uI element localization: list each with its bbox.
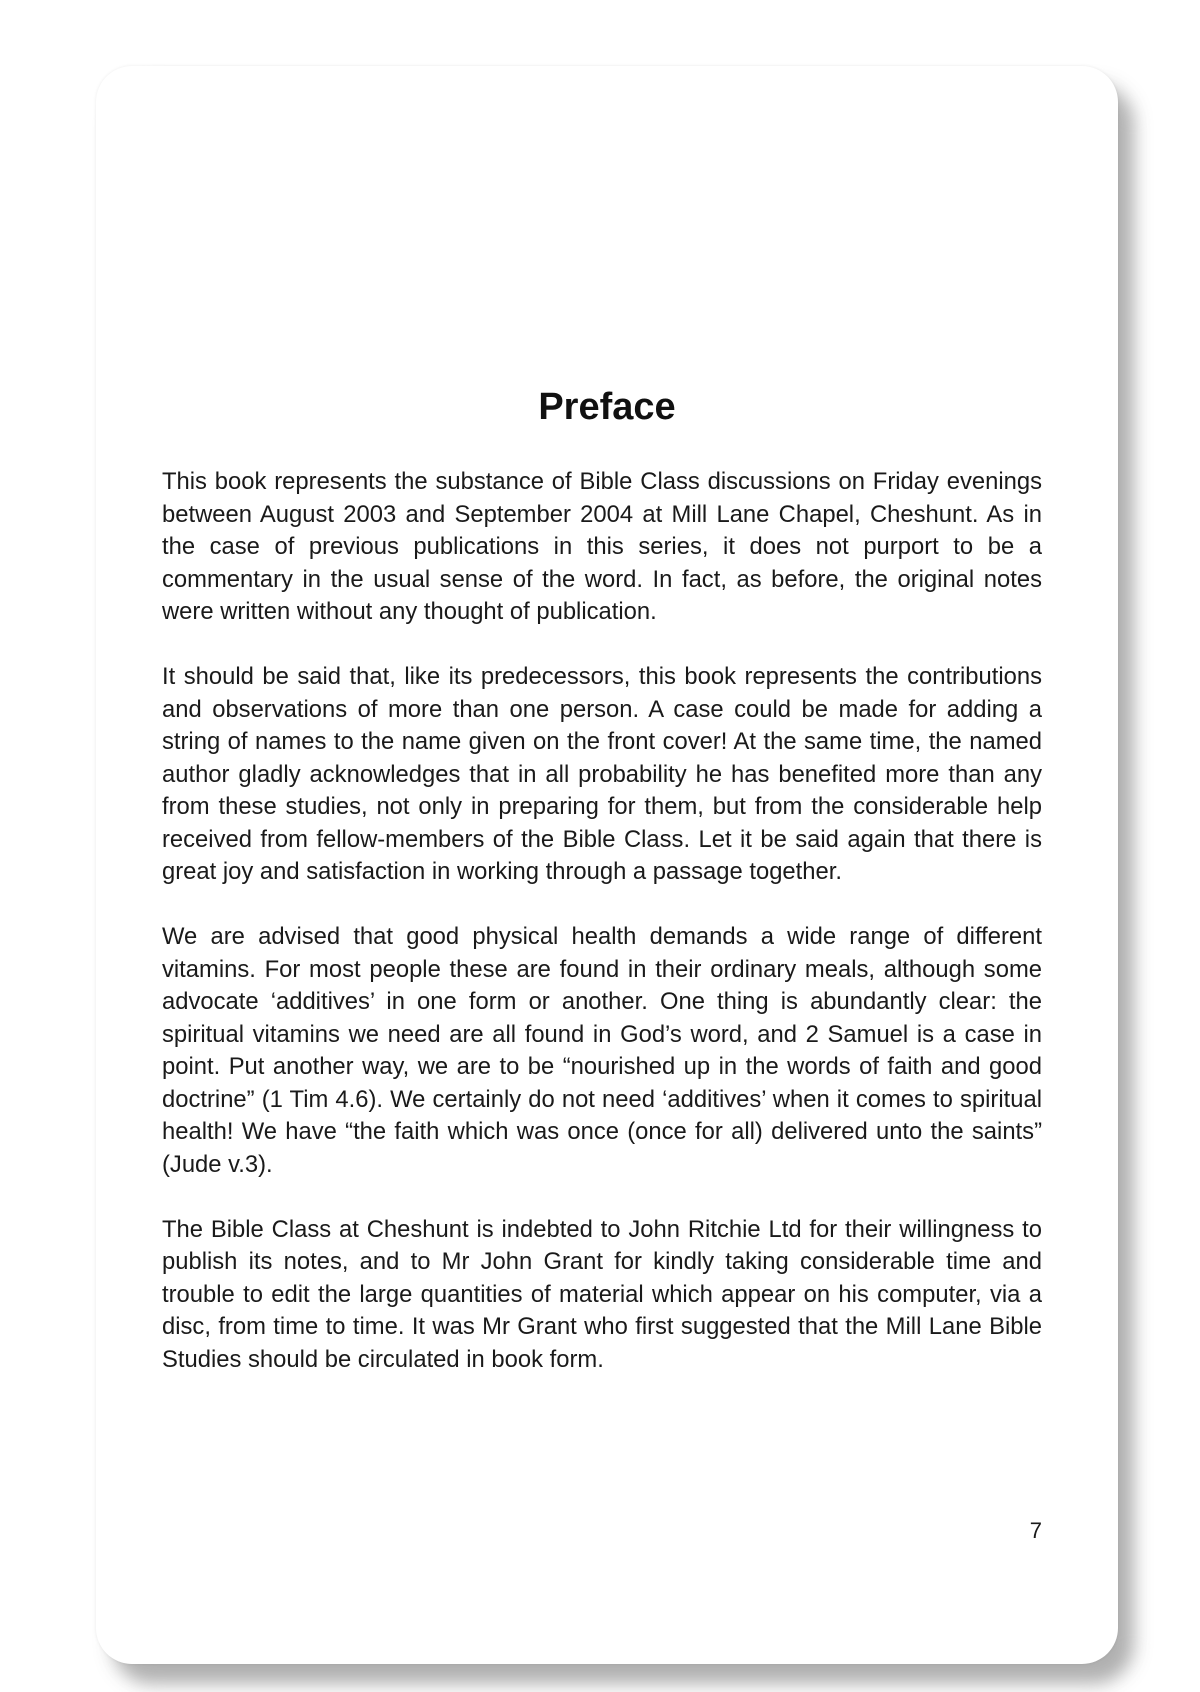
page-number: 7 [1029,1518,1042,1543]
paragraph-1: This book represents the substance of Bible Class discussions on Friday evenings between August 2003 and September 2004 at Mill Lane Chapel, Cheshunt. As in the case of previous publications in this series, it does not purport to be a commentary in the usual sense of the word. In fact, as before, the original notes were written without any thought of publication. [162,468,1042,625]
paragraph-4: The Bible Class at Cheshunt is indebted to John Ritchie Ltd for their willingness to publish its notes, and to Mr John Grant for kindly taking considerable time and trouble to edit the large quantities of material which appear on his computer, via a disc, from time to time. It was Mr Grant who first suggested that the Mill Lane Bible Studies should be circulated in book form. [162,1215,1042,1373]
preface-body [162,466,1042,1409]
book-page [96,66,1118,1664]
paragraph-2: It should be said that, like its predecessors, this book represents the contributions and observations of more than one person. A case could be made for adding a string of names to the name given on the front cover! At the same time, the named author gladly acknowledges that in all probability he has benefited more than any from these studies, not only in preparing for them, but from the considerable help received from fellow-members of the Bible Class. Let it be said again that there is great joy and satisfaction in working through a passage together. [162,663,1042,885]
paragraph-3: We are advised that good physical health demands a wide range of different vitamins. For most people these are found in their ordinary meals, although some advocate ‘additives’ in one form or another. One thing is abundantly clear: the spiritual vitamins we need are all found in God’s word, and 2 Samuel is a case in point. Put another way, we are to be “nourished up in the words of faith and good doctrine” (1 Tim 4.6). We certainly do not need ‘additives’ when it comes to spiritual health! We have “the faith which was once (once for all) delivered unto the saints” (Jude v.3). [162,923,1042,1178]
page-title: Preface [538,386,676,428]
